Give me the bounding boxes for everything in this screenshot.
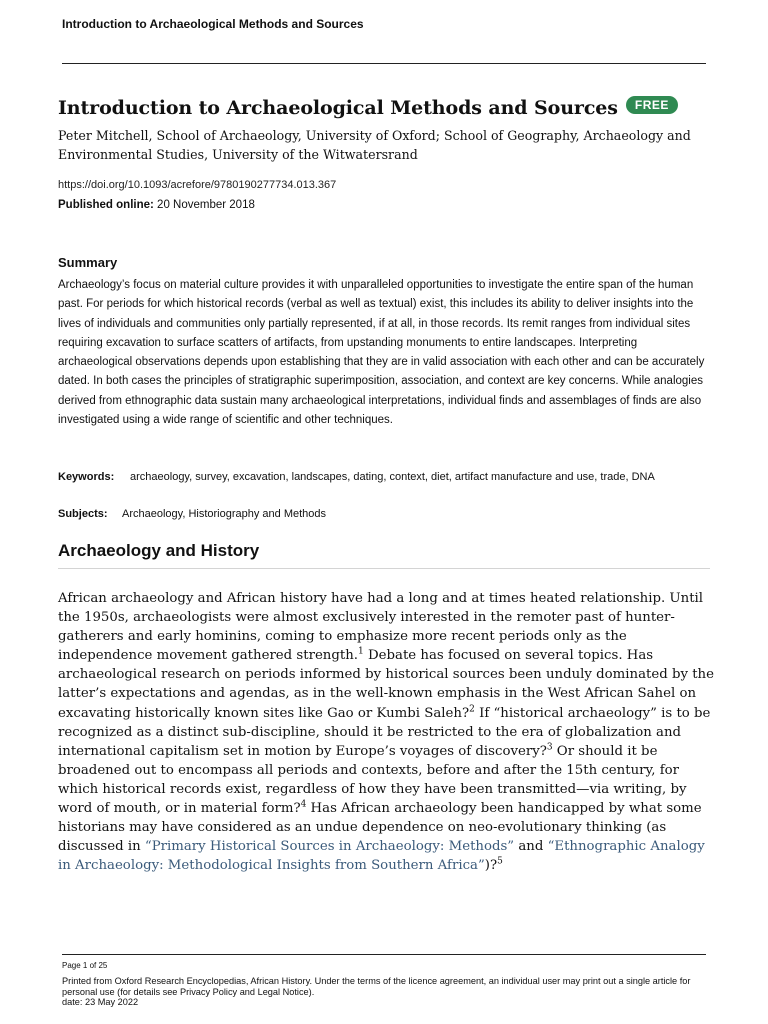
- subjects-label: Subjects:: [58, 508, 108, 520]
- body-text-2: Debate has focused on several topics. Has archaeological research on periods informed by historical sources been unduly dominated by the latter’s expectations and agendas, as in the well-known emphasis in the West African Sahel on excavating historically known sites like Gao or Kumbi Saleh?: [58, 648, 714, 721]
- section-heading: Archaeology and History: [58, 541, 260, 560]
- footnote-ref-5[interactable]: 5: [497, 856, 503, 867]
- section-divider: [58, 568, 710, 569]
- page-number: Page 1 of 25: [62, 961, 108, 970]
- header-divider: [62, 63, 706, 64]
- body-text-6: and: [514, 839, 548, 855]
- print-date: date: 23 May 2022: [62, 997, 139, 1008]
- body-text-4: Or should it be broadened out to encompass all periods and contexts, before and after the 15th century, for which historical records exist, regardless of how they have been transmitted—via writing, by word of mouth, or in material form?: [58, 743, 687, 817]
- print-notice: [62, 976, 712, 1008]
- keywords-row: [58, 471, 655, 483]
- body-text-5: Has African archaeology been handicapped by what some historians may have considered as an undue dependence on neo-evolutionary thinking (as discussed in: [58, 801, 702, 855]
- published-online: [58, 199, 255, 211]
- doi-link[interactable]: https://doi.org/10.1093/acrefore/9780190277734.013.367: [58, 179, 337, 191]
- subjects-row: [58, 508, 326, 520]
- body-paragraph: [58, 589, 720, 875]
- footnote-ref-3[interactable]: 3: [546, 742, 553, 753]
- published-date: 20 November 2018: [157, 199, 255, 211]
- footnote-ref-4[interactable]: 4: [300, 799, 307, 810]
- body-text-1: African archaeology and African history have had a long and at times heated relationship. Until the 1950s, archaeologists were almost exclusively interested in the remoter past of hunter-gatherers and early hominins, coming to emphasize more recent periods only as the independence movement gathered strength.: [58, 591, 704, 664]
- published-label: Published online:: [58, 199, 154, 211]
- keywords-value: archaeology, survey, excavation, landscapes, dating, context, diet, artifact manufacture and use, trade, DNA: [130, 471, 655, 483]
- body-text-3: If “historical archaeology” is to be recognized as a distinct sub-discipline, should it be restricted to the era of globalization and international capitalism set in motion by Europe’s voyages of discovery?: [58, 705, 711, 759]
- title-row: [58, 97, 718, 119]
- article-title: Introduction to Archaeological Methods and Sources: [58, 97, 618, 119]
- footer-divider: [62, 954, 706, 955]
- running-header-title: Introduction to Archaeological Methods and Sources: [62, 17, 364, 31]
- free-badge: FREE: [626, 96, 678, 114]
- subjects-value: Archaeology, Historiography and Methods: [122, 508, 327, 520]
- link-primary-historical-sources[interactable]: “Primary Historical Sources in Archaeology: Methods”: [144, 839, 515, 855]
- keywords-label: Keywords:: [58, 471, 115, 483]
- body-text-7: )?: [484, 858, 498, 874]
- link-ethnographic-analogy[interactable]: “Ethnographic Analogy in Archaeology: Methodological Insights from Southern Africa”: [58, 839, 705, 874]
- print-notice-text: Printed from Oxford Research Encyclopedias, African History. Under the terms of the licence agreement, an individual user may print out a single article for personal use (for details see Privacy Policy and Legal Notice).: [62, 976, 691, 997]
- summary-text: Archaeology’s focus on material culture provides it with unparalleled opportunities to investigate the entire span of the human past. For periods for which historical records (verbal as well as textual) exist, this includes its ability to deliver insights into the lives of individuals and communities only partially represented, if at all, in those records. Its remit ranges from individual sites requiring excavation to surface scatters of artifacts, from upstanding monuments to entire landscapes. Interpreting archaeological observations depends upon establishing that they are in valid association with each other and can be accurately dated. In both cases the principles of stratigraphic superimposition, association, and context are key concerns. While analogies derived from ethnographic data sustain many archaeological interpretations, individual finds and assemblages of finds are also investigated using a wide range of scientific and other techniques.: [58, 279, 705, 427]
- summary-heading: Summary: [58, 255, 118, 270]
- footnote-ref-2[interactable]: 2: [469, 704, 475, 715]
- footnote-ref-1[interactable]: 1: [358, 646, 364, 657]
- author-affiliation: Peter Mitchell, School of Archaeology, University of Oxford; School of Geography, Archaeology and Environmental Studies, University of the Witwatersrand: [58, 128, 691, 162]
